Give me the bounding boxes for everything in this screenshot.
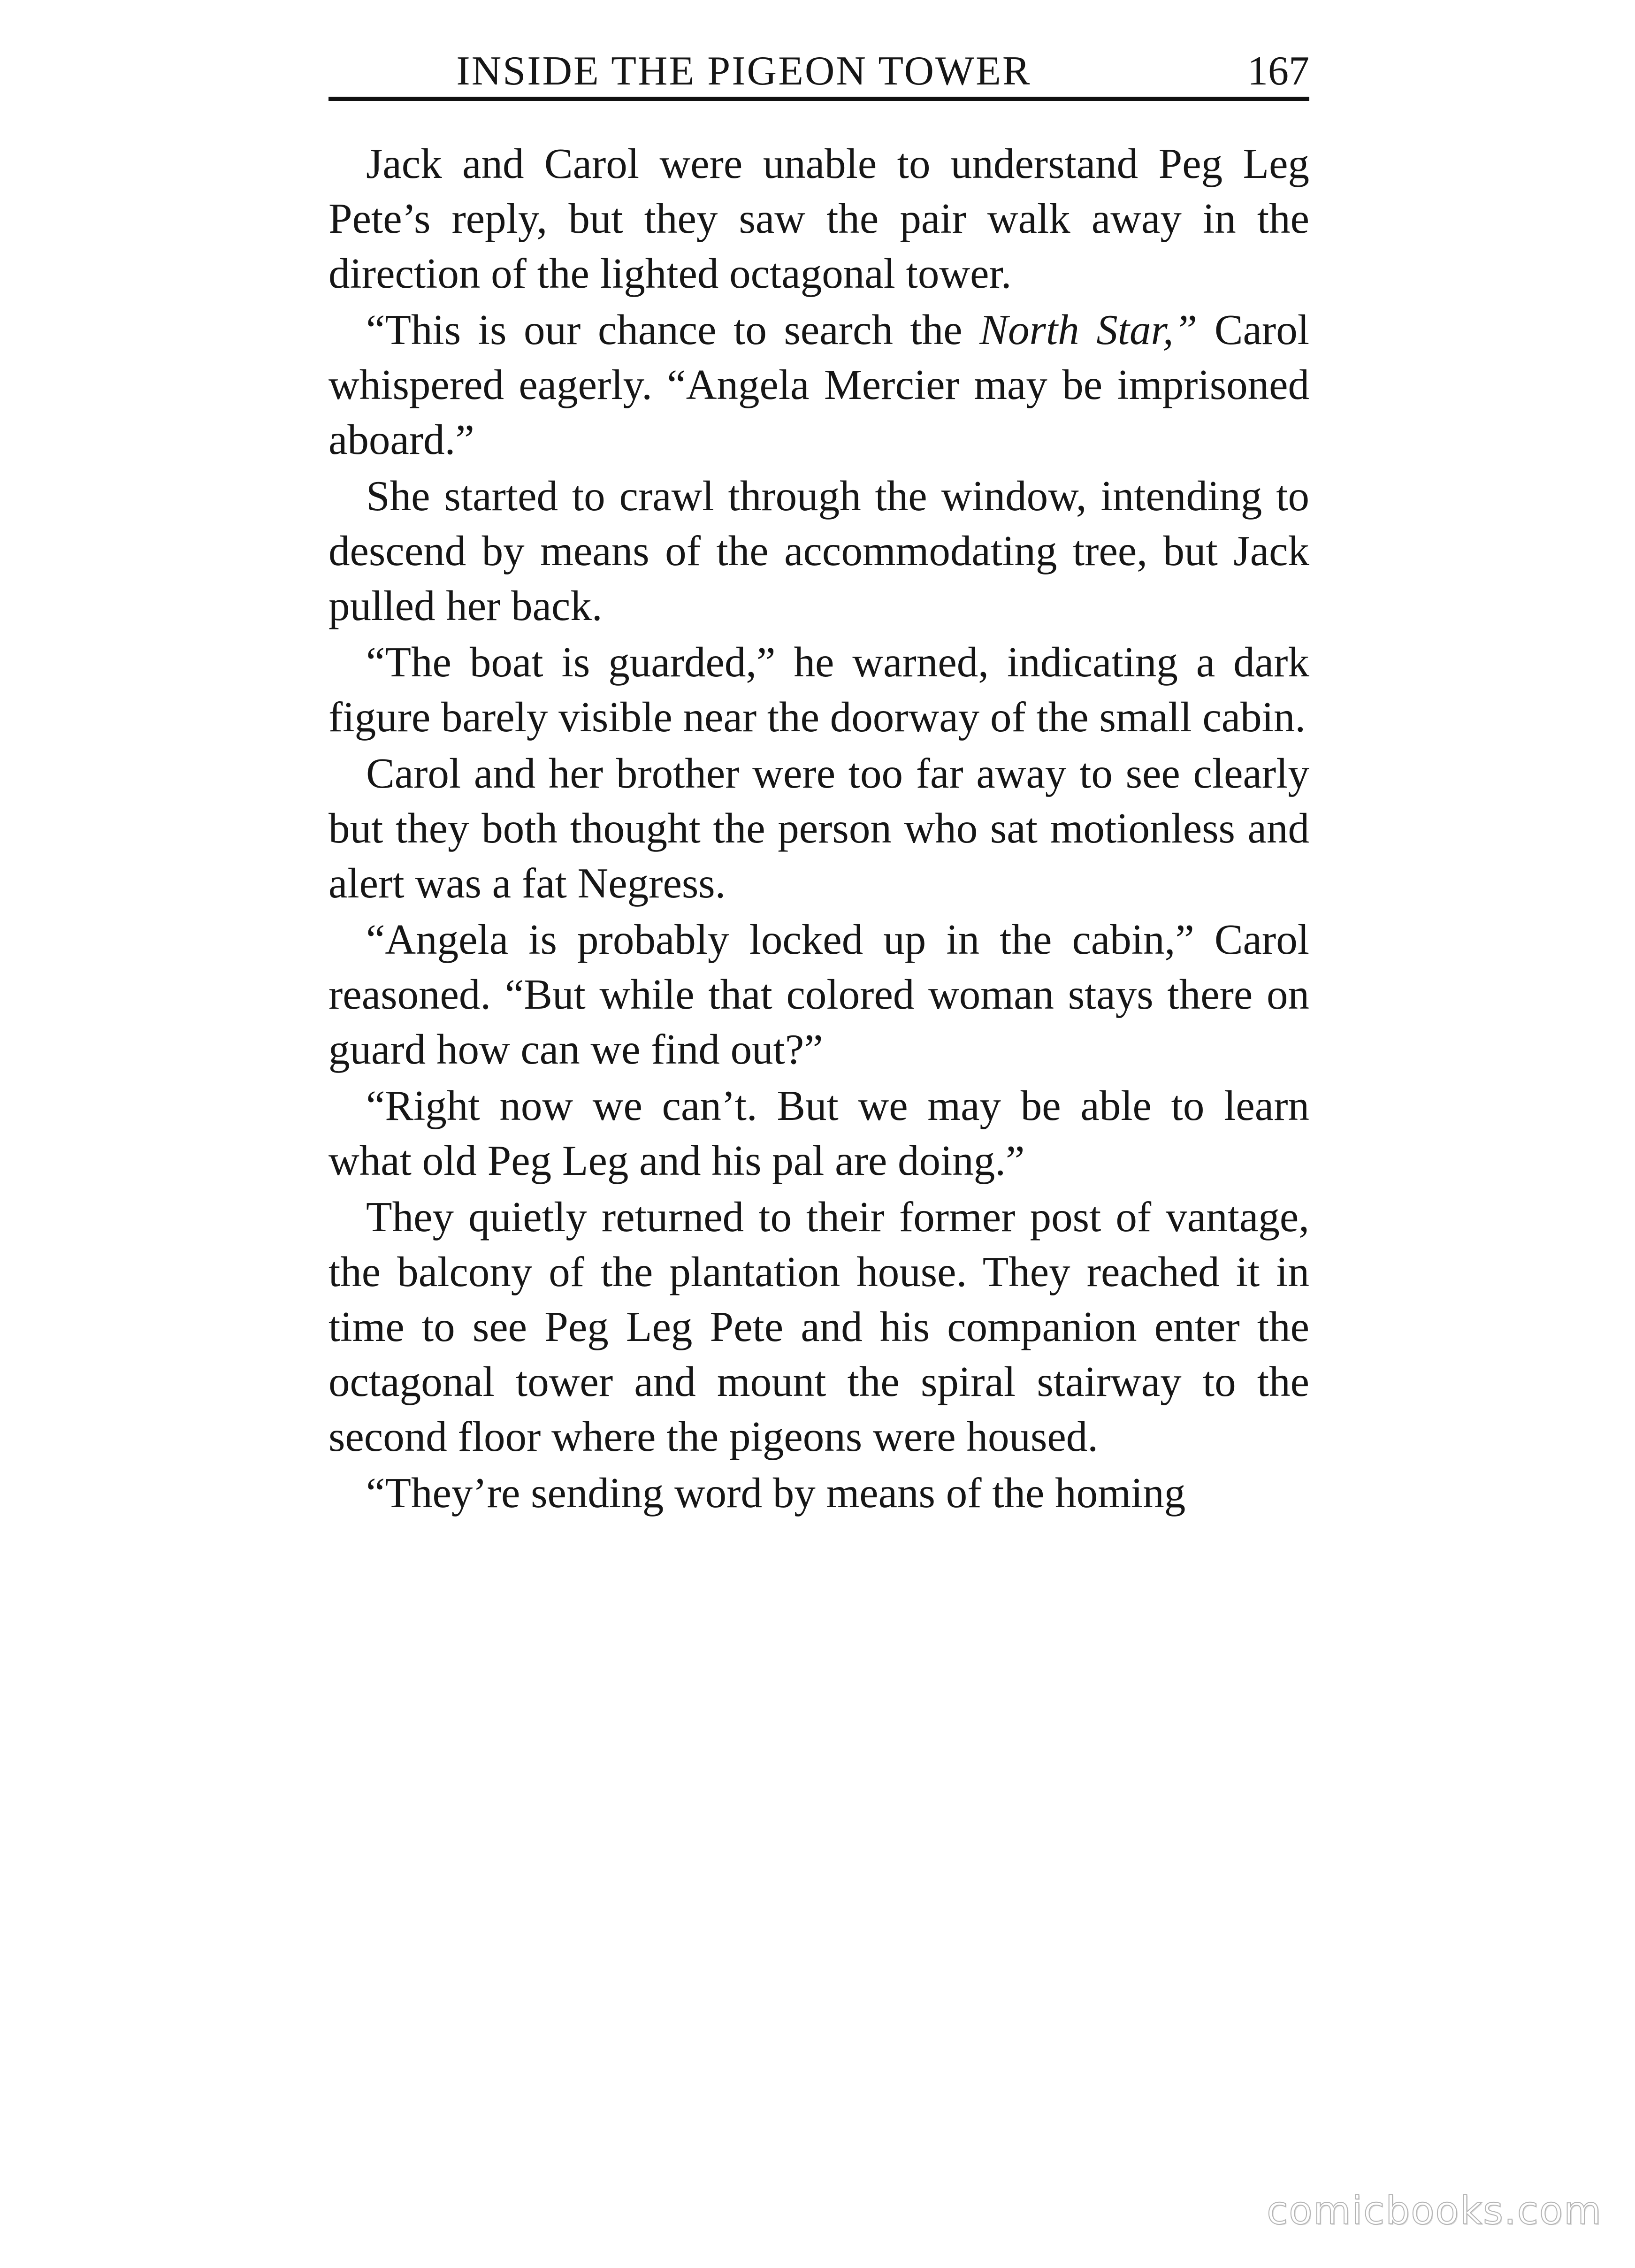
header-rule: [329, 97, 1309, 101]
paragraph-9: [329, 1465, 1309, 1520]
page-number: 167: [1247, 48, 1309, 94]
paragraph-4-text: “The boat is guarded,” he warned, indicating a dark figure barely visible near the doorway of the small cabin.: [329, 638, 1309, 741]
paragraph-2: [329, 302, 1309, 467]
paragraph-1: [329, 136, 1309, 301]
paragraph-3-text: She started to crawl through the window, intending to descend by means of the accommodating tree, but Jack pulled her back.: [329, 472, 1309, 629]
paragraph-2-text-end: Carol whispered eagerly. “Angela Mercier may be imprisoned aboard.”: [329, 306, 1309, 463]
paragraph-1-text: Jack and Carol were unable to understand Peg Leg Pete’s reply, but they saw the pair walk away in the direction of the lighted octagonal tower.: [329, 140, 1309, 297]
paragraph-7-text: “Right now we can’t. But we may be able to learn what old Peg Leg and his pal are doing.”: [329, 1082, 1309, 1184]
paragraph-8: [329, 1189, 1309, 1464]
paragraph-9-text: “They’re sending word by means of the homing: [366, 1469, 1186, 1517]
paragraph-4: [329, 635, 1309, 744]
paragraph-6: [329, 912, 1309, 1077]
paragraph-7: [329, 1078, 1309, 1188]
ship-name-italic: North Star,”: [979, 306, 1198, 353]
paragraph-5: [329, 746, 1309, 911]
paragraph-2-text: “This is our chance to search the: [366, 306, 980, 353]
paragraph-6-text: “Angela is probably locked up in the cabin,” Carol reasoned. “But while that colored woman stays there on guard how can we find out?”: [329, 916, 1309, 1073]
body-text: [329, 136, 1309, 1522]
paragraph-3: [329, 468, 1309, 633]
watermark: comicbooks.com: [1267, 2189, 1602, 2233]
running-head: [329, 43, 1309, 100]
running-title: INSIDE THE PIGEON TOWER: [456, 48, 1031, 94]
paragraph-8-text: They quietly returned to their former post of vantage, the balcony of the plantation house. They reached it in time to see Peg Leg Pete and his companion enter the octagonal tower and mount the spiral stairway to the second floor where the pigeons were housed.: [329, 1193, 1309, 1460]
paragraph-5-text: Carol and her brother were too far away to see clearly but they both thought the person who sat motionless and alert was a fat Negress.: [329, 750, 1309, 907]
